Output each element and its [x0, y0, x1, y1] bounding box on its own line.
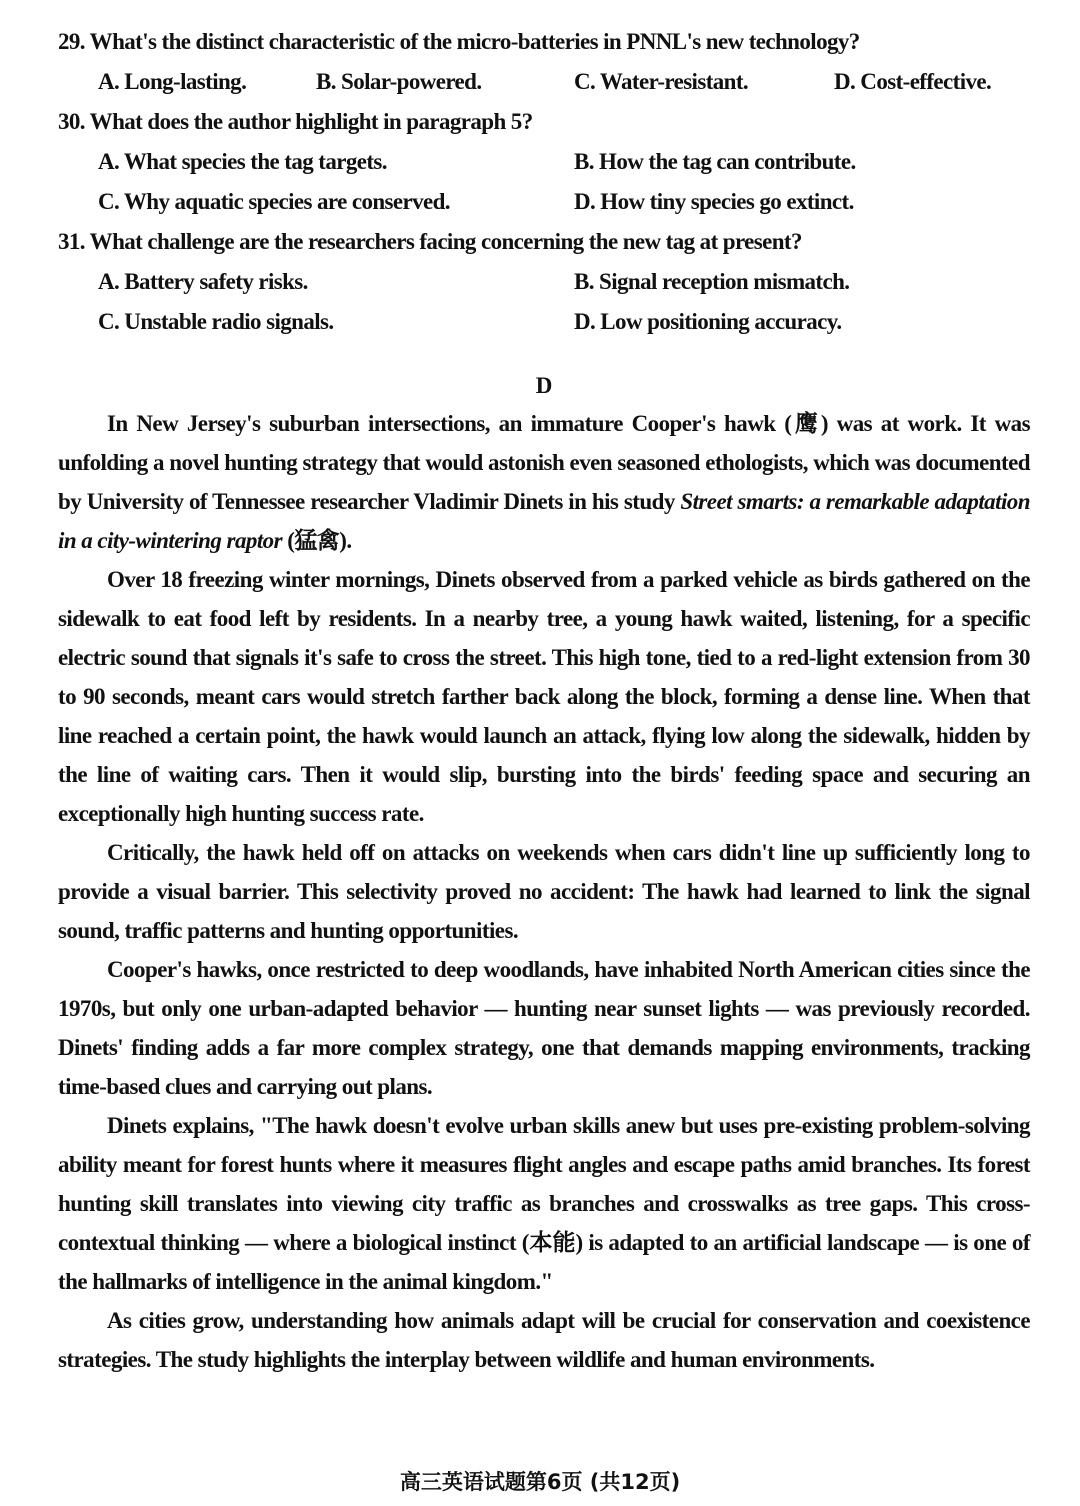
question-31-option-d[interactable]: D. Low positioning accuracy.	[574, 309, 842, 334]
question-30-option-a[interactable]: A. What species the tag targets.	[98, 149, 387, 174]
passage-paragraph-6: As cities grow, understanding how animals adapt will be crucial for conservation and coexistence strategies. The study highlights the interplay between wildlife and human environments.	[58, 1308, 1030, 1372]
page-footer: 高三英语试题第6页 (共12页)	[399, 1470, 681, 1494]
question-30-option-d[interactable]: D. How tiny species go extinct.	[574, 189, 854, 214]
question-31-stem: 31. What challenge are the researchers facing concerning the new tag at present?	[58, 229, 802, 254]
passage-paragraph-2: Over 18 freezing winter mornings, Dinets observed from a parked vehicle as birds gathered on the sidewalk to eat food left by residents. In a nearby tree, a young hawk waited, listening, for a specific electric sound that signals it's safe to cross the street. This high tone, tied to a red-light extension from 30 to 90 seconds, meant cars would stretch farther back along the block, forming a dense line. When that line reached a certain point, the hawk would launch an attack, flying low along the sidewalk, hidden by the line of waiting cars. Then it would slip, bursting into the birds' feeding space and securing an exceptionally high hunting success rate.	[58, 567, 1030, 826]
question-31-options-row1	[58, 262, 1030, 302]
question-29-option-c[interactable]: C. Water-resistant.	[574, 69, 749, 94]
section-heading: D	[535, 373, 553, 398]
exam-page	[58, 22, 1030, 1379]
question-30-options-row2	[58, 182, 1030, 222]
question-31-option-b[interactable]: B. Signal reception mismatch.	[574, 269, 850, 294]
passage-paragraph-4: Cooper's hawks, once restricted to deep woodlands, have inhabited North American cities since the 1970s, but only one urban-adapted behavior — hunting near sunset lights — was previously recorded. Dinets' finding adds a far more complex strategy, one that demands mapping environments, tracking time-based clues and carrying out plans.	[58, 957, 1030, 1099]
question-31-option-a[interactable]: A. Battery safety risks.	[98, 269, 308, 294]
question-30-option-c[interactable]: C. Why aquatic species are conserved.	[98, 189, 450, 214]
study-title: Street smarts: a remarkable adaptation in a city-wintering raptor	[58, 489, 1030, 553]
passage-paragraph-1-text: In New Jersey's suburban intersections, an immature Cooper's hawk (鹰) was at work. It was unfolding a novel hunting strategy that would astonish even seasoned ethologists, which was documented by University of Tennessee researcher Vladimir Dinets in his study	[58, 411, 1030, 514]
question-29-option-b[interactable]: B. Solar-powered.	[316, 69, 482, 94]
passage-paragraph-1-tail: (猛禽).	[282, 528, 352, 553]
question-29-option-a[interactable]: A. Long-lasting.	[98, 69, 247, 94]
question-29-options	[58, 62, 1030, 102]
question-30-stem: 30. What does the author highlight in paragraph 5?	[58, 109, 533, 134]
question-29-option-d[interactable]: D. Cost-effective.	[834, 69, 992, 94]
question-30-options-row1	[58, 142, 1030, 182]
passage-paragraph-5: Dinets explains, "The hawk doesn't evolve urban skills anew but uses pre-existing problem-solving ability meant for forest hunts where it measures flight angles and escape paths amid branches. Its forest hunting skill translates into viewing city traffic as branches and crosswalks as tree gaps. This cross-contextual thinking — where a biological instinct (本能) is adapted to an artificial landscape — is one of the hallmarks of intelligence in the animal kingdom."	[58, 1113, 1030, 1294]
passage-paragraph-3: Critically, the hawk held off on attacks on weekends when cars didn't line up sufficiently long to provide a visual barrier. This selectivity proved no accident: The hawk had learned to link the signal sound, traffic patterns and hunting opportunities.	[58, 840, 1030, 943]
question-30-option-b[interactable]: B. How the tag can contribute.	[574, 149, 856, 174]
question-31-options-row2	[58, 302, 1030, 342]
passage-paragraph-1	[58, 404, 1030, 560]
question-29-stem: 29. What's the distinct characteristic of the micro-batteries in PNNL's new technology?	[58, 29, 860, 54]
question-31-option-c[interactable]: C. Unstable radio signals.	[98, 309, 334, 334]
